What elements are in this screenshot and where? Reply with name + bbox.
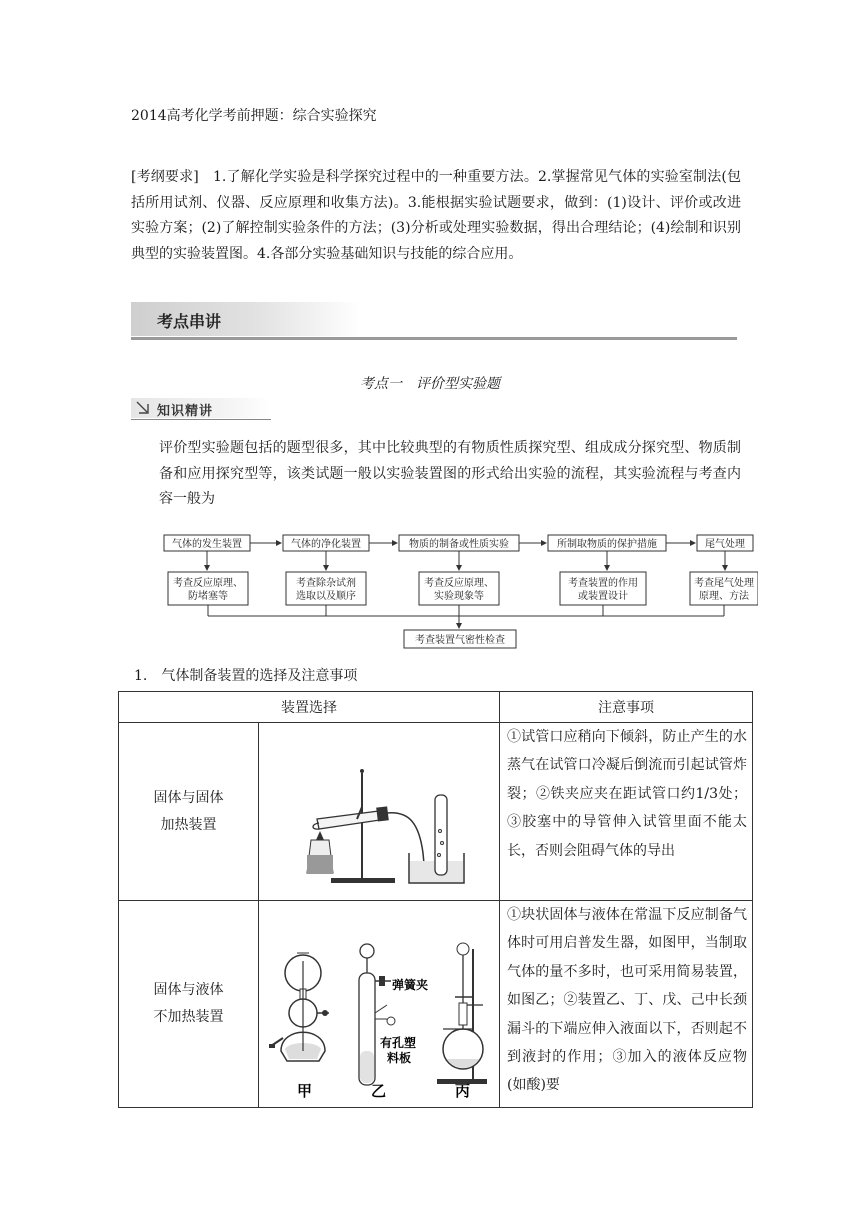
exam-requirements: [考纲要求] 1.了解化学实验是科学探究过程中的一种重要方法。2.掌握常见气体的实验室制法(包括所用试剂、仪器、反应原理和收集方法)。3.能根据实验试题要求，做到：(1)设计、评价或改进实验方案；(2)了解控制实验条件的方法；(3)分析或处理实验数据，得出合理结论；(4)绘制和识别典型的实验装置图。4.各部分实验基础知识与技能的综合应用。 xyxy=(131,169,741,262)
knowledge-label: 知识精讲 xyxy=(157,404,214,419)
table-row xyxy=(119,723,753,901)
header-apparatus: 装置选择 xyxy=(119,692,500,723)
flow-check-2b: 选取以及顺序 xyxy=(296,591,356,602)
document-title: 2014高考化学考前押题：综合实验探究 xyxy=(131,108,377,124)
section-title: 考点串讲 xyxy=(157,312,222,331)
section-underline xyxy=(131,337,737,340)
kipp-generator xyxy=(269,953,329,1061)
section-header xyxy=(131,300,737,340)
topic-title: 考点一 评价型实验题 xyxy=(360,376,500,392)
experiment-flowchart xyxy=(158,530,758,654)
flow-check-1b: 防堵塞等 xyxy=(188,591,228,602)
flow-check-5b: 原理、方法 xyxy=(699,591,749,602)
category-line: 固体与固体 xyxy=(153,789,224,806)
knowledge-underline xyxy=(131,419,271,420)
header-notes: 注意事项 xyxy=(500,692,753,723)
solid-liquid-apparatus-figure xyxy=(259,901,499,1107)
knowledge-header xyxy=(131,398,271,422)
row-category xyxy=(119,723,259,901)
list-heading: 1. 气体制备装置的选择及注意事项 xyxy=(134,668,358,684)
flow-check-3b: 实验现象等 xyxy=(434,591,484,602)
flow-step-2: 气体的净化装置 xyxy=(291,539,361,550)
category-line: 不加热装置 xyxy=(153,1009,224,1025)
category-line: 固体与液体 xyxy=(153,982,224,998)
flow-check-2a: 考查除杂试剂 xyxy=(296,578,356,589)
apparatus-figure-cell xyxy=(259,723,500,901)
flow-check-4b: 或装置设计 xyxy=(578,591,628,602)
flow-final: 考查装置气密性检查 xyxy=(415,635,505,646)
apparatus-table xyxy=(118,691,753,1108)
solid-heating-apparatus-figure xyxy=(259,723,499,900)
flow-check-4a: 考查装置的作用 xyxy=(568,578,638,589)
table-row xyxy=(119,901,753,1108)
intro-paragraph: 评价型实验题包括的题型很多，其中比较典型的有物质性质探究型、组成成分探究型、物质制备和应用探究型等，该类试题一般以实验装置图的形式给出实验的流程，其实验流程与考查内容一般为 xyxy=(159,440,741,507)
flow-step-1: 气体的发生装置 xyxy=(172,539,242,550)
flow-step-5: 尾气处理 xyxy=(705,539,745,550)
flow-check-1a: 考查反应原理、 xyxy=(173,578,243,589)
category-line: 加热装置 xyxy=(160,816,217,833)
apparatus-figure-cell xyxy=(259,901,500,1108)
fig-label-c: 丙 xyxy=(455,1082,471,1100)
row-category xyxy=(119,901,259,1108)
flow-check-5a: 考查尾气处理 xyxy=(694,578,754,589)
row-notes: ①块状固体与液体在常温下反应制备气体时可用启普发生器，如图甲，当制取气体的量不多时，也可采用简易装置，如图乙；②装置乙、丁、戊、己中长颈漏斗的下端应伸入液面以下，否则起不到液封的作用；③加入的液体反应物(如酸)要 xyxy=(500,901,753,1108)
flask-generator xyxy=(437,943,487,1084)
plate-label-1: 有孔塑 xyxy=(380,1036,417,1050)
plate-label-2: 料板 xyxy=(387,1051,412,1065)
flow-step-3: 物质的制备或性质实验 xyxy=(409,539,509,550)
table-header-row xyxy=(119,692,753,723)
clip-label: 弹簧夹 xyxy=(392,978,429,992)
row-notes: ①试管口应稍向下倾斜，防止产生的水蒸气在试管口冷凝后倒流而引起试管炸裂；②铁夹应夹在距试管口约1/3处；③胶塞中的导管伸入试管里面不能太长，否则会阻碍气体的导出 xyxy=(500,723,753,901)
flow-check-3a: 考查反应原理、 xyxy=(424,578,494,589)
fig-label-b: 乙 xyxy=(371,1082,387,1100)
flow-step-4: 所制取物质的保护措施 xyxy=(557,539,657,550)
corner-arrow-icon xyxy=(135,400,151,416)
fig-label-a: 甲 xyxy=(297,1082,313,1100)
